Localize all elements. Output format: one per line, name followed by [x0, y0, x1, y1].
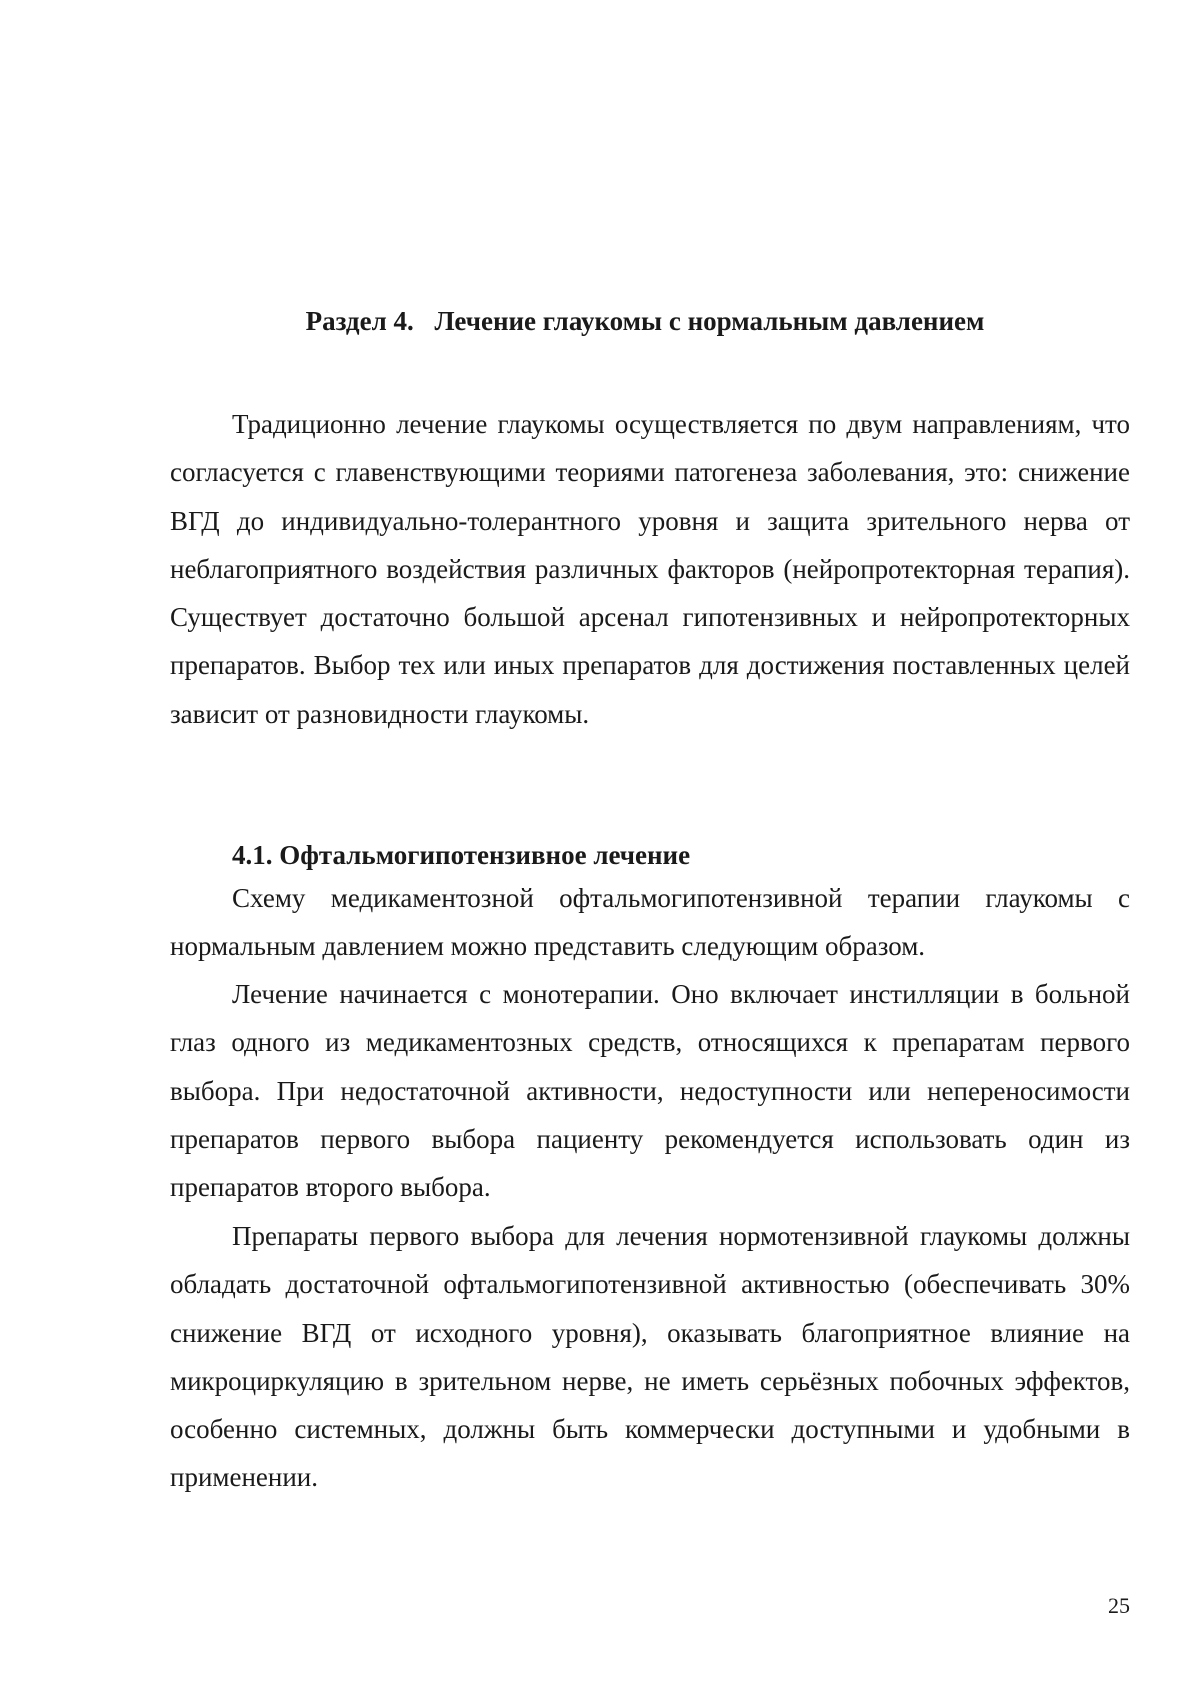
paragraph-first-choice: Препараты первого выбора для лечения нормотензивной глаукомы должны обладать достаточной офтальмогипотензивной активностью (обеспечивать 30% снижение ВГД от исходного уровня), оказывать благоприятное влияние на микроциркуляцию в зрительном нерве, не иметь серьёзных побочных эффектов, особенно системных, должны быть коммерчески доступными и удобными в применении.	[170, 1221, 1130, 1493]
paragraph-scheme: Схему медикаментозной офтальмогипотензивной терапии глаукомы с нормальным давлением можно представить следующим образом.	[170, 883, 1130, 962]
subsection-heading: 4.1. Офтальмогипотензивное лечение	[232, 840, 691, 870]
paragraph-monotherapy: Лечение начинается с монотерапии. Оно включает инстилляции в больной глаз одного из медикаментозных средств, относящихся к препаратам первого выбора. При недостаточной активности, недоступности или непереносимости препаратов первого выбора пациенту рекомендуется использовать один из препаратов второго выбора.	[170, 979, 1130, 1203]
intro-paragraph: Традиционно лечение глаукомы осуществляется по двум направлениям, что согласуется с главенствующими теориями патогенеза заболевания, это: снижение ВГД до индивидуально-толерантного уровня и защита зрительного нерва от неблагоприятного воздействия различных факторов (нейропротекторная терапия). Существует достаточно большой арсенал гипотензивных и нейропротекторных препаратов. Выбор тех или иных препаратов для достижения поставленных целей зависит от разновидности глаукомы.	[170, 409, 1130, 729]
section-heading	[160, 304, 1130, 338]
section-title: Лечение глаукомы с нормальным давлением	[434, 306, 985, 336]
page-number: 25	[1108, 1593, 1130, 1618]
section-number: Раздел 4.	[305, 306, 414, 336]
